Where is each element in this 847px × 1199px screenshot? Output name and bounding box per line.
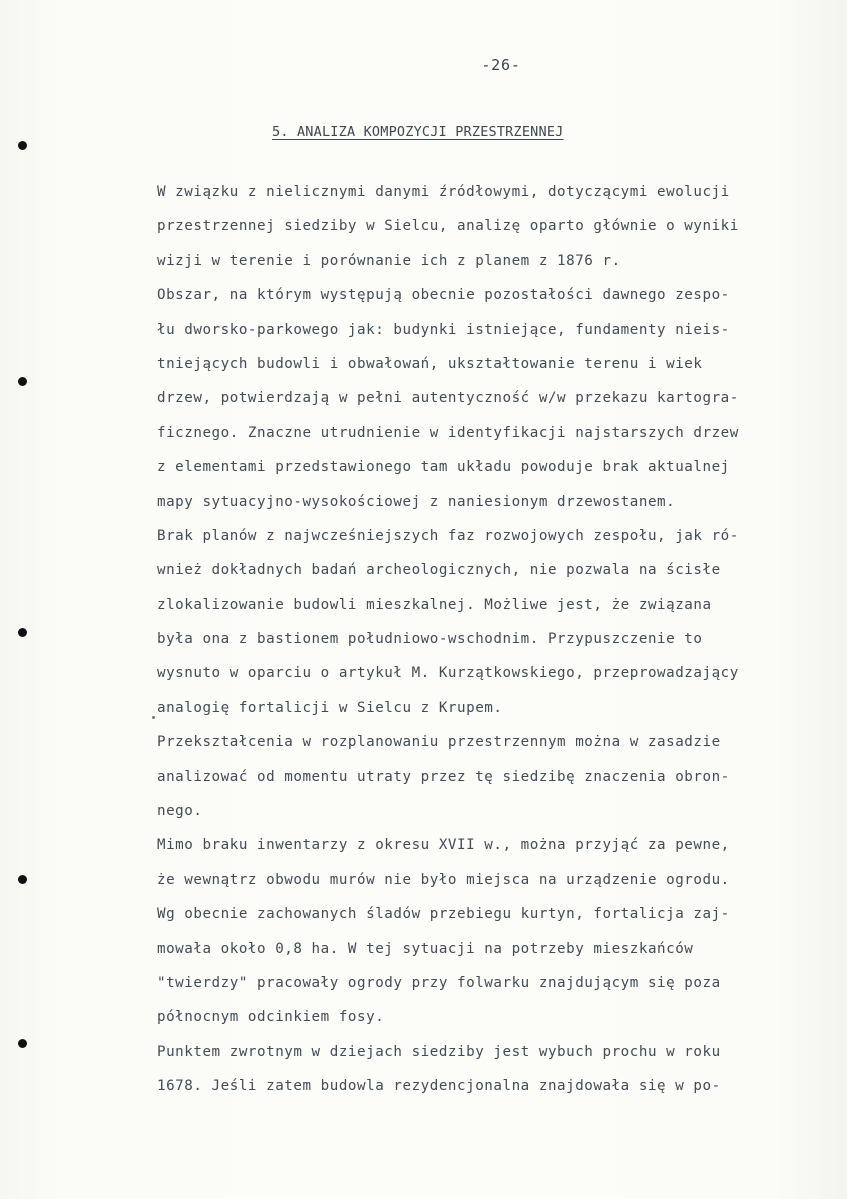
section-heading: 5. ANALIZA KOMPOZYCJI PRZESTRZENNEJ [272,124,564,140]
text-line: Mimo braku inwentarzy z okresu XVII w., można przyjąć za pewne, [157,837,730,854]
text-line: wysnuto w oparciu o artykuł M. Kurzątkowskiego, przeprowadzający [157,665,739,682]
text-line: nego. [157,803,203,820]
text-line: Obszar, na którym występują obecnie pozostałości dawnego zespo- [157,287,730,304]
binder-hole-mark [18,377,27,386]
text-line: przestrzennej siedziby w Sielcu, analizę oparto głównie o wyniki [157,218,739,235]
text-line: Wg obecnie zachowanych śladów przebiegu kurtyn, fortalicja zaj- [157,906,730,923]
body-text [157,175,837,1104]
text-line: z elementami przedstawionego tam układu powoduje brak aktualnej [157,459,730,476]
page-number: -26- [481,56,521,74]
margin-mark [152,716,155,719]
text-line: że wewnątrz obwodu murów nie było miejsca na urządzenie ogrodu. [157,871,730,888]
text-line: mowała około 0,8 ha. W tej sytuacji na potrzeby mieszkańców [157,940,694,957]
binder-hole-mark [18,141,27,150]
text-line: łu dworsko-parkowego jak: budynki istniejące, fundamenty nieis- [157,321,730,338]
text-line: 1678. Jeśli zatem budowla rezydencjonalna znajdowała się w po- [157,1078,721,1095]
text-line: była ona z bastionem południowo-wschodnim. Przypuszczenie to [157,631,703,648]
binder-hole-mark [18,1039,27,1048]
text-line: ficznego. Znaczne utrudnienie w identyfikacji najstarszych drzew [157,424,739,441]
text-line: W związku z nielicznymi danymi źródłowymi, dotyczącymi ewolucji [157,184,730,200]
text-line: mapy sytuacyjno-wysokościowej z naniesionym drzewostanem. [157,493,676,510]
text-line: analogię fortalicji w Sielcu z Krupem. [157,699,503,716]
text-line: Punktem zwrotnym w dziejach siedziby jest wybuch prochu w roku [157,1043,721,1060]
text-line: drzew, potwierdzają w pełni autentyczność w/w przekazu kartogra- [157,390,739,407]
binder-hole-mark [18,875,27,884]
text-line: wizji w terenie i porównanie ich z planem z 1876 r. [157,252,621,269]
text-line: północnym odcinkiem fosy. [157,1009,385,1026]
text-line: zlokalizowanie budowli mieszkalnej. Możliwe jest, że związana [157,596,712,613]
text-line: "twierdzy" pracowały ogrody przy folwarku znajdującym się poza [157,974,721,991]
text-line: wnież dokładnych badań archeologicznych, nie pozwala na ścisłe [157,562,721,579]
text-line: Przekształcenia w rozplanowaniu przestrzennym można w zasadzie [157,734,721,751]
text-line: tniejących budowli i obwałowań, ukształtowanie terenu i wiek [157,355,703,372]
text-line: analizować od momentu utraty przez tę siedzibę znaczenia obron- [157,768,730,785]
binder-hole-mark [18,628,27,637]
text-line: Brak planów z najwcześniejszych faz rozwojowych zespołu, jak ró- [157,527,739,544]
